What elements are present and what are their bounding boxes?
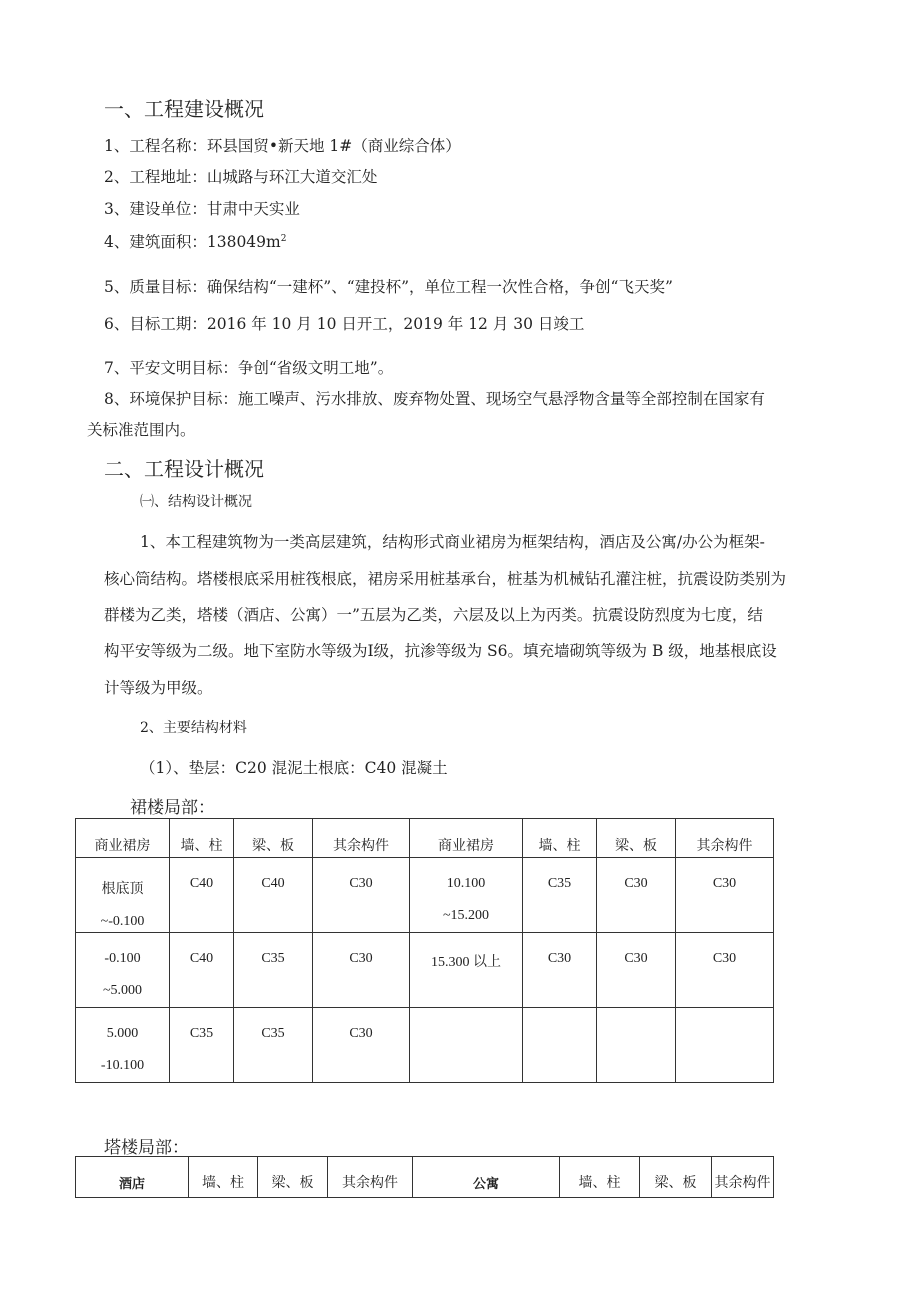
header-cell: 其余构件: [313, 819, 410, 858]
level-range-cell: 5.000 -10.100: [76, 1008, 170, 1083]
header-cell: 商业裙房: [76, 819, 170, 858]
design-para-line-3: 群楼为乙类，塔楼（酒店、公寓）一”五层为乙类，六层及以上为丙类。抗震设防烈度为七度，结: [104, 606, 763, 624]
header-cell: 梁、板: [640, 1157, 712, 1198]
podium-concrete-table: [75, 818, 774, 1083]
level-range-cell: 根底顶 ~-0.100: [76, 858, 170, 933]
table-cell: C40: [170, 933, 234, 1008]
header-cell: 墙、柱: [523, 819, 597, 858]
item-environment-target: 8、环境保护目标：施工噪声、污水排放、废弃物处置、现场空气悬浮物含量等全部控制在国家有: [104, 390, 765, 408]
table-header-row: [76, 1157, 774, 1198]
header-cell: 商业裙房: [410, 819, 523, 858]
table-header-row: [76, 819, 774, 858]
table-cell: C35: [523, 858, 597, 933]
item-environment-target-cont: 关标准范围内。: [87, 421, 196, 439]
header-cell: 墙、柱: [170, 819, 234, 858]
table-cell: C40: [234, 858, 313, 933]
header-cell: 公寓: [413, 1157, 560, 1198]
materials-heading: 2、主要结构材料: [140, 720, 247, 736]
table-cell: [523, 1008, 597, 1083]
tower-concrete-table: [75, 1156, 774, 1198]
level-range-cell: 15.300 以上: [410, 933, 523, 1008]
materials-item-1: （1）、垫层：C20 混泥土根底：C40 混凝土: [140, 759, 448, 777]
header-cell: 梁、板: [597, 819, 676, 858]
header-cell: 梁、板: [258, 1157, 328, 1198]
table-cell: C30: [313, 933, 410, 1008]
design-para-line-5: 计等级为甲级。: [104, 679, 213, 697]
item-floor-area: 4、建筑面积：$138049m^2$: [104, 233, 287, 251]
design-para-line-1: 1、本工程建筑物为一类高层建筑，结构形式商业裙房为框架结构，酒店及公寓/办公为框架-: [140, 533, 765, 551]
level-range-cell: 10.100 ~15.200: [410, 858, 523, 933]
section-1-heading: 一、工程建设概况: [104, 97, 264, 121]
table-cell: C30: [597, 858, 676, 933]
level-range-cell: -0.100 ~5.000: [76, 933, 170, 1008]
header-cell: 其余构件: [676, 819, 774, 858]
header-cell: 其余构件: [712, 1157, 774, 1198]
header-cell: 墙、柱: [560, 1157, 640, 1198]
table-cell: C30: [313, 858, 410, 933]
design-para-line-2: 核心筒结构。塔楼根底采用桩筏根底，裙房采用桩基承台，桩基为机械钻孔灌注桩，抗震设防类别为: [104, 570, 787, 588]
structure-design-subheading: ㈠、结构设计概况: [140, 494, 252, 510]
section-2-heading: 二、工程设计概况: [104, 457, 264, 481]
table-cell: C35: [234, 1008, 313, 1083]
item-quality-target: 5、质量目标：确保结构“一建杯”、“建投杯”，单位工程一次性合格，争创“飞天奖”: [104, 278, 673, 296]
table-cell: [676, 1008, 774, 1083]
item-schedule: 6、目标工期：2016 年 10 月 10 日开工，2019 年 12 月 30 日竣工: [104, 315, 585, 333]
item-project-address: 2、工程地址：山城路与环江大道交汇处: [104, 168, 378, 186]
table-cell: C30: [676, 933, 774, 1008]
table-cell: C30: [676, 858, 774, 933]
table-cell: [410, 1008, 523, 1083]
table-row: [76, 933, 774, 1008]
header-cell: 其余构件: [328, 1157, 413, 1198]
tower-label: 塔楼局部：: [104, 1138, 189, 1158]
header-cell: 墙、柱: [189, 1157, 258, 1198]
header-cell: 梁、板: [234, 819, 313, 858]
podium-label: 裙楼局部：: [130, 798, 215, 818]
table-cell: C30: [313, 1008, 410, 1083]
item-project-name: 1、工程名称：环县国贸•新天地 1#（商业综合体）: [104, 137, 461, 155]
table-cell: [597, 1008, 676, 1083]
table-cell: C40: [170, 858, 234, 933]
table-cell: C35: [234, 933, 313, 1008]
design-para-line-4: 构平安等级为二级。地下室防水等级为Ⅰ级，抗渗等级为 S6。填充墙砌筑等级为 B 级，地基根底设: [104, 642, 777, 660]
table-row: [76, 858, 774, 933]
item-client: 3、建设单位：甘肃中天实业: [104, 200, 300, 218]
item-safety-target: 7、平安文明目标：争创“省级文明工地”。: [104, 359, 394, 377]
header-cell: 酒店: [76, 1157, 189, 1198]
table-cell: C35: [170, 1008, 234, 1083]
table-cell: C30: [597, 933, 676, 1008]
table-cell: C30: [523, 933, 597, 1008]
table-row: [76, 1008, 774, 1083]
